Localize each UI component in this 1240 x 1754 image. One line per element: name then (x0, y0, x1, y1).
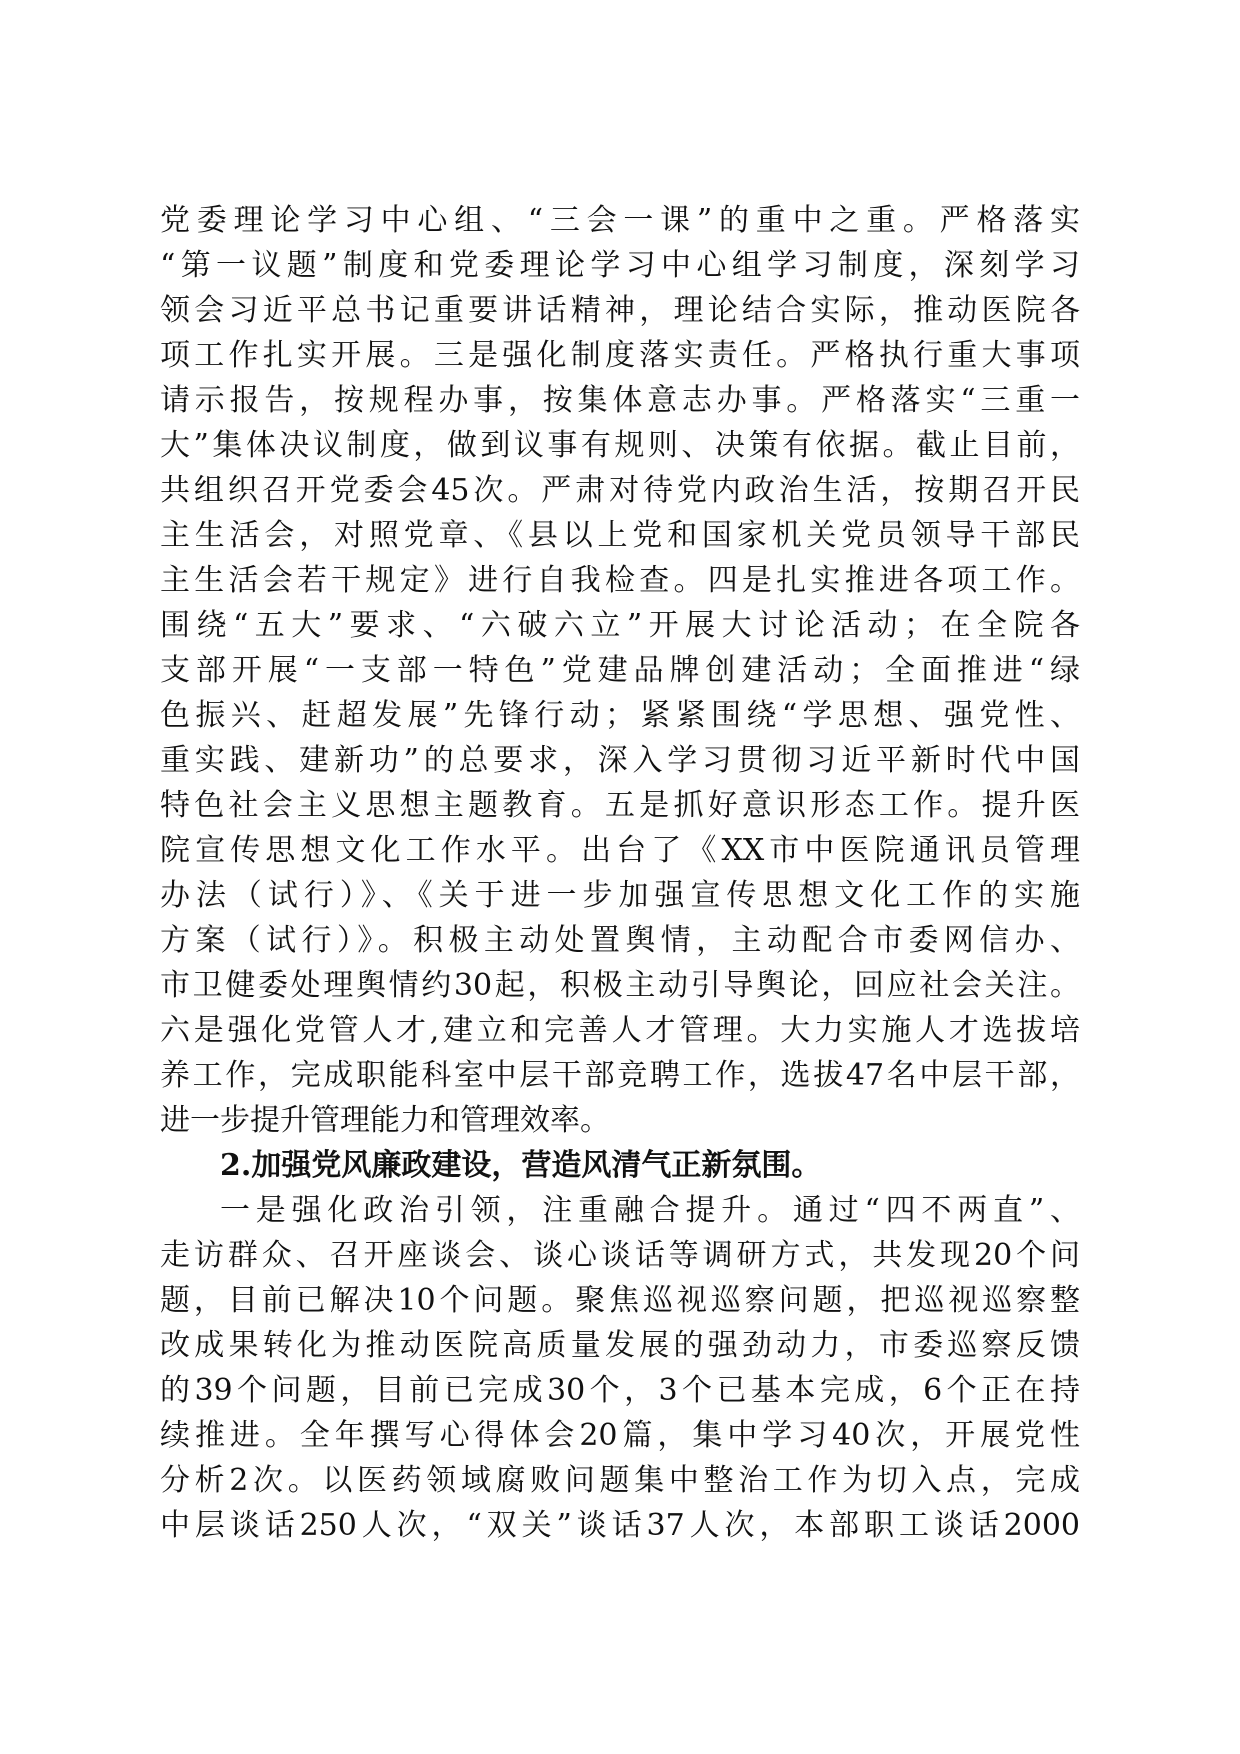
text-line: 主生活会，对照党章、《县以上党和国家机关党员领导干部民 (160, 518, 1080, 553)
text-line: 院宣传思想文化工作水平。出台了《XX市中医院通讯员管理 (160, 833, 1080, 868)
text-line: 题，目前已解决10个问题。聚焦巡视巡察问题，把巡视巡察整 (160, 1283, 1080, 1318)
text-line: 大”集体决议制度，做到议事有规则、决策有依据。截止目前， (160, 428, 1080, 463)
text-line: “第一议题”制度和党委理论学习中心组学习制度，深刻学习 (160, 248, 1080, 283)
text-line: 续推进。全年撰写心得体会20篇，集中学习40次，开展党性 (160, 1418, 1080, 1453)
text-line: 围绕“五大”要求、“六破六立”开展大讨论活动；在全院各 (160, 608, 1080, 643)
text-line: 主生活会若干规定》进行自我检查。四是扎实推进各项工作。 (160, 563, 1080, 598)
text-line: 领会习近平总书记重要讲话精神，理论结合实际，推动医院各 (160, 293, 1080, 328)
text-line: 支部开展“一支部一特色”党建品牌创建活动；全面推进“绿 (160, 653, 1080, 688)
text-line: 走访群众、召开座谈会、谈心谈话等调研方式，共发现20个问 (160, 1238, 1080, 1273)
text-line: 六是强化党管人才,建立和完善人才管理。大力实施人才选拔培 (160, 1013, 1080, 1048)
text-line: 的39个问题，目前已完成30个，3个已基本完成，6个正在持 (160, 1373, 1080, 1408)
text-line: 党委理论学习中心组、“三会一课”的重中之重。严格落实 (160, 203, 1080, 238)
paragraph-1 (160, 198, 1080, 1143)
text-line: 改成果转化为推动医院高质量发展的强劲动力，市委巡察反馈 (160, 1328, 1080, 1363)
text-line: 一是强化政治引领，注重融合提升。通过“四不两直”、 (220, 1193, 1080, 1228)
text-line: 办法（试行）》、《关于进一步加强宣传思想文化工作的实施 (160, 878, 1080, 913)
text-line: 色振兴、赶超发展”先锋行动；紧紧围绕“学思想、强党性、 (160, 698, 1080, 733)
text-line: 特色社会主义思想主题教育。五是抓好意识形态工作。提升医 (160, 788, 1080, 823)
text-line: 养工作，完成职能科室中层干部竞聘工作，选拔47名中层干部， (160, 1058, 1080, 1093)
text-line: 重实践、建新功”的总要求，深入学习贯彻习近平新时代中国 (160, 743, 1080, 778)
section-heading: 2.加强党风廉政建设，营造风清气正新氛围。 (220, 1148, 822, 1183)
text-line: 共组织召开党委会45次。严肃对待党内政治生活，按期召开民 (160, 473, 1080, 508)
paragraph-2 (160, 1188, 1080, 1548)
text-line: 进一步提升管理能力和管理效率。 (160, 1103, 610, 1138)
text-line: 市卫健委处理舆情约30起，积极主动引导舆论，回应社会关注。 (160, 968, 1080, 1003)
text-line: 中层谈话250人次，“双关”谈话37人次，本部职工谈话2000 (160, 1508, 1080, 1543)
document-body (160, 198, 1080, 1548)
text-line: 方案（试行）》。积极主动处置舆情，主动配合市委网信办、 (160, 923, 1080, 958)
text-line: 请示报告，按规程办事，按集体意志办事。严格落实“三重一 (160, 383, 1080, 418)
text-line: 项工作扎实开展。三是强化制度落实责任。严格执行重大事项 (160, 338, 1080, 373)
text-line: 分析2次。以医药领域腐败问题集中整治工作为切入点，完成 (160, 1463, 1080, 1498)
